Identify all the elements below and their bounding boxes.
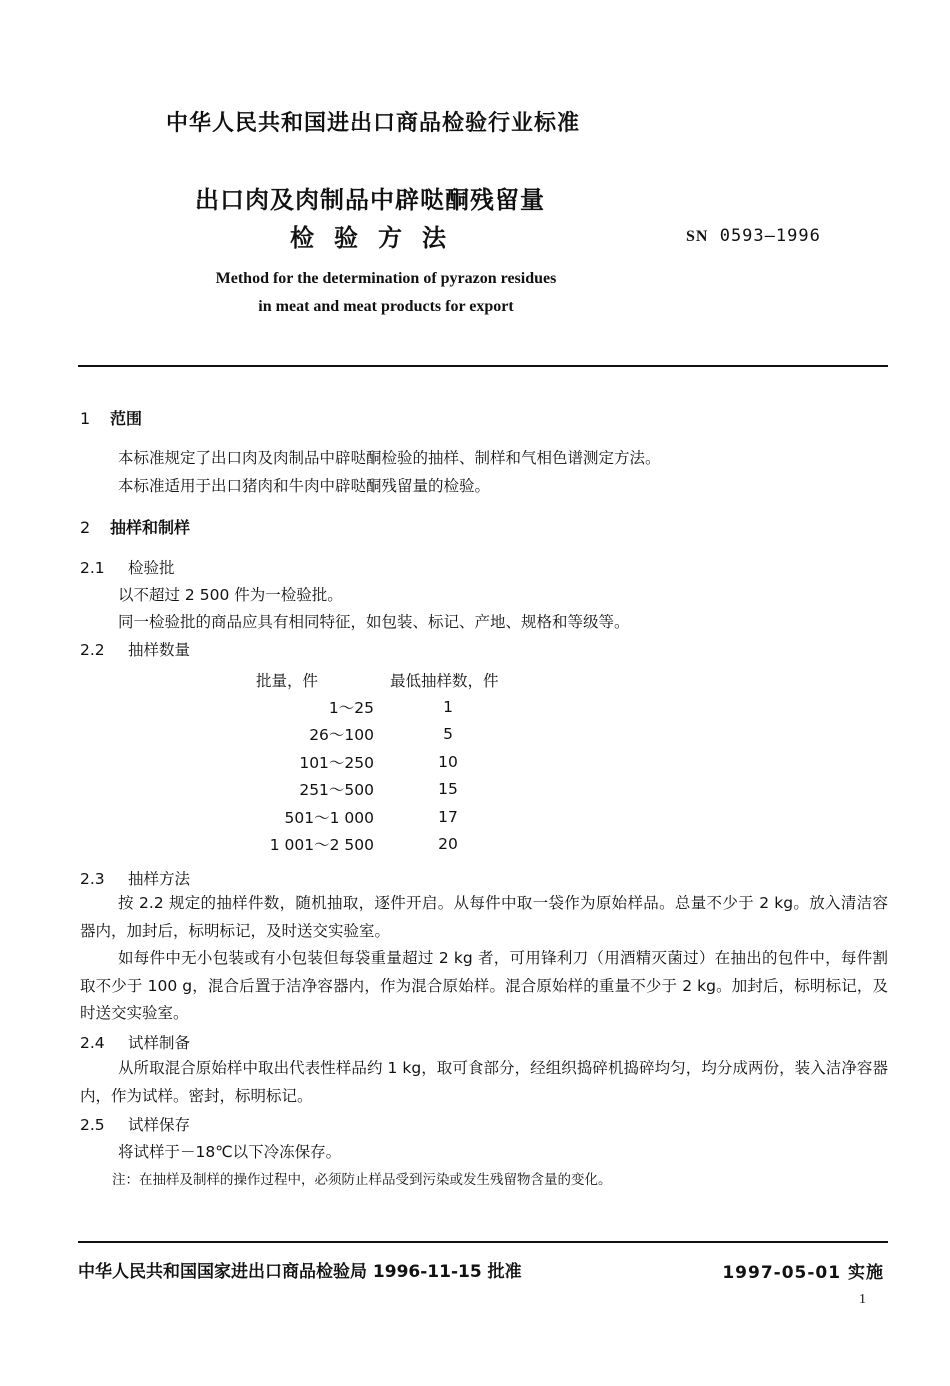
- paragraph: 本标准适用于出口猪肉和牛肉中辟哒酮残留量的检验。: [118, 477, 491, 495]
- section-2-heading: [80, 515, 190, 538]
- subsection-title: 抽样数量: [128, 641, 191, 659]
- table-cell: 17: [438, 807, 458, 826]
- paragraph: 同一检验批的商品应具有相同特征，如包装、标记、产地、规格和等级等。: [118, 613, 630, 631]
- subsection-2-3-heading: [80, 867, 190, 889]
- table-cell: 101～250: [299, 753, 374, 772]
- section-title: 抽样和制样: [110, 518, 191, 537]
- page-number: 1: [859, 1292, 866, 1307]
- table-cell: 1: [443, 698, 453, 717]
- table-header-row: [250, 666, 510, 693]
- doc-title-line1: 出口肉及肉制品中辟哒酮残留量: [195, 186, 545, 214]
- footer-divider: [78, 1241, 888, 1243]
- subsection-number: 2.3: [80, 870, 105, 888]
- section-title: 范围: [110, 409, 143, 428]
- subsection-title: 抽样方法: [128, 870, 191, 888]
- doc-title-line2: 检验方法: [290, 224, 466, 252]
- subsection-number: 2.5: [80, 1116, 105, 1134]
- table-cell: 15: [438, 780, 458, 799]
- english-title-line2: in meat and meat products for export: [258, 298, 514, 315]
- section-number: 2: [80, 518, 91, 537]
- note: 注：在抽样及制样的操作过程中，必须防止样品受到污染或发生残留物含量的变化。: [112, 1172, 612, 1188]
- approval-info: 中华人民共和国国家进出口商品检验局 1996-11-15 批准: [78, 1262, 522, 1282]
- subsection-number: 2.2: [80, 641, 105, 659]
- standard-code: [686, 226, 821, 246]
- table-row: [250, 748, 510, 775]
- table-cell: 501～1 000: [284, 808, 374, 827]
- subsection-2-1-heading: [80, 556, 175, 578]
- paragraph: 如每件中无小包装或有小包装但每袋重量超过 2 kg 者，可用锋利刀（用酒精灭菌过）在抽出的包件中，每件割取不少于 100 g，混合后置于洁净容器内，作为混合原始样。混合原始样的重量不少于 2 kg。加封后，标明标记，及时送交实验室。: [80, 949, 888, 1022]
- table-row: [250, 830, 510, 857]
- table-cell: 1～25: [328, 699, 374, 718]
- paragraph: 从所取混合原始样中取出代表性样品约 1 kg，取可食部分，经组织捣碎机捣碎均匀，均分成两份，装入洁净容器内，作为试样。密封，标明标记。: [80, 1059, 888, 1105]
- table-row: [250, 776, 510, 803]
- sampling-quantity-table: [250, 666, 510, 858]
- subsection-title: 试样保存: [128, 1116, 191, 1134]
- paragraph: 本标准规定了出口肉及肉制品中辟哒酮检验的抽样、制样和气相色谱测定方法。: [118, 449, 661, 467]
- table-cell: 26～100: [309, 726, 374, 745]
- table-cell: 20: [438, 835, 458, 854]
- table-header-lot-size: 批量，件: [256, 671, 319, 690]
- table-cell: 10: [438, 752, 458, 771]
- paragraph: 将试样于－18℃以下冷冻保存。: [118, 1143, 342, 1161]
- effective-date: 1997-05-01 实施: [722, 1263, 884, 1283]
- subsection-number: 2.4: [80, 1034, 105, 1052]
- english-title-line1: Method for the determination of pyrazon residues: [215, 270, 557, 287]
- standard-category: 中华人民共和国进出口商品检验行业标准: [166, 111, 581, 136]
- subsection-title: 试样制备: [128, 1034, 191, 1052]
- paragraph: 按 2.2 规定的抽样件数，随机抽取，逐件开启。从每件中取一袋作为原始样品。总量不少于 2 kg。放入清洁容器内，加封后，标明标记，及时送交实验室。: [80, 894, 888, 940]
- table-cell: 251～500: [299, 781, 374, 800]
- standard-code-prefix: SN: [686, 228, 709, 245]
- standard-code-number: 0593—1996: [719, 226, 821, 246]
- subsection-2-4-heading: [80, 1031, 190, 1053]
- header-divider: [78, 365, 888, 367]
- section-1-heading: [80, 406, 142, 429]
- table-row: [250, 721, 510, 748]
- subsection-2-2-heading: [80, 638, 190, 660]
- section-number: 1: [80, 409, 91, 428]
- table-cell: 5: [443, 725, 453, 744]
- table-row: [250, 693, 510, 720]
- subsection-title: 检验批: [128, 559, 175, 577]
- table-header-min-samples: 最低抽样数，件: [390, 671, 499, 690]
- table-cell: 1 001～2 500: [269, 836, 374, 855]
- subsection-number: 2.1: [80, 559, 105, 577]
- table-row: [250, 803, 510, 830]
- subsection-2-5-heading: [80, 1113, 190, 1135]
- paragraph: 以不超过 2 500 件为一检验批。: [118, 586, 343, 604]
